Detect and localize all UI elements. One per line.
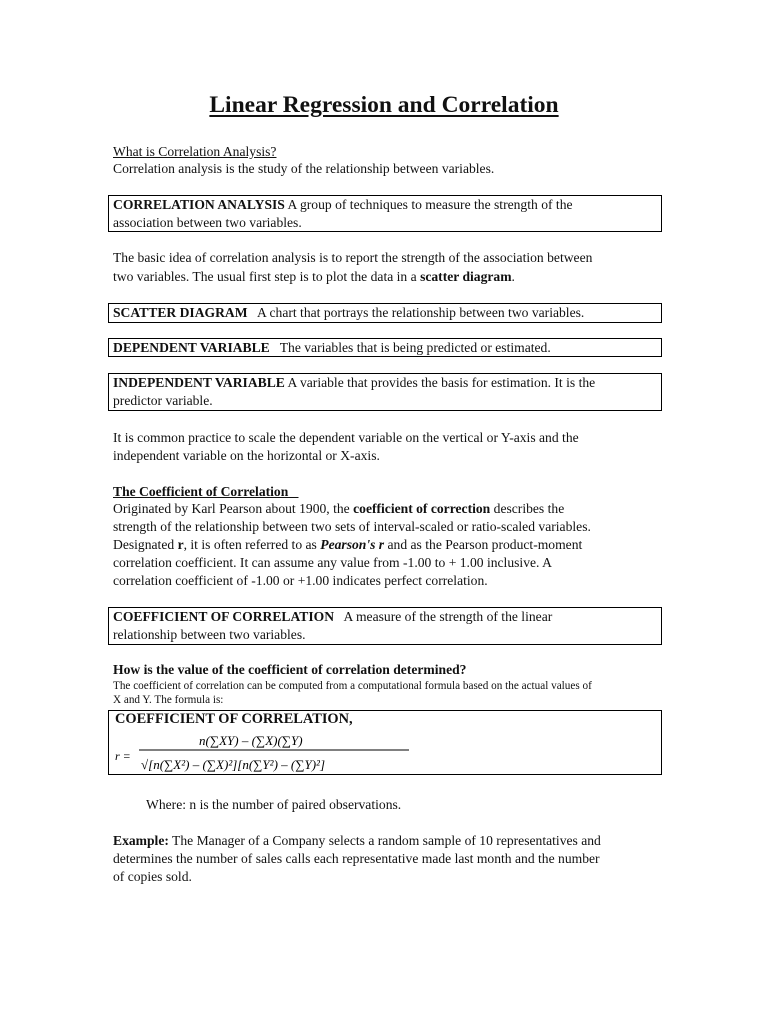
definition-term: COEFFICIENT OF CORRELATION <box>113 609 335 624</box>
basic-idea-line: The basic idea of correlation analysis is to report the strength of the association between <box>113 250 593 265</box>
definition-text: relationship between two variables. <box>113 627 306 642</box>
scale-practice-line: independent variable on the horizontal or X-axis. <box>113 448 380 463</box>
basic-idea-line: two variables. The usual first step is to plot the data in a scatter diagram. <box>113 269 515 284</box>
definition-text: The variables that is being predicted or estimated. <box>269 340 551 355</box>
how-determined-heading: How is the value of the coefficient of correlation determined? <box>113 662 467 677</box>
scale-practice-line: It is common practice to scale the dependent variable on the vertical or Y-axis and the <box>113 430 579 445</box>
coefficient-paragraph-line: correlation coefficient. It can assume any value from -1.00 to + 1.00 inclusive. A <box>113 555 552 570</box>
example-line: Example: The Manager of a Company selects a random sample of 10 representatives and <box>113 833 601 848</box>
what-is-text: Correlation analysis is the study of the relationship between variables. <box>113 161 495 176</box>
definition-text: A measure of the strength of the linear <box>334 609 553 624</box>
definition-term: CORRELATION ANALYSIS <box>113 197 285 212</box>
coefficient-section-heading: The Coefficient of Correlation <box>113 484 299 499</box>
definition-term: SCATTER DIAGRAM <box>113 305 248 320</box>
formula-label: COEFFICIENT OF CORRELATION, <box>115 711 353 727</box>
example-label: Example: <box>113 833 169 848</box>
how-determined-text: X and Y. The formula is: <box>113 694 224 706</box>
definition-text: association between two variables. <box>113 215 302 230</box>
definition-box-dependent-variable <box>108 338 662 357</box>
definition-box-correlation-analysis <box>108 195 662 232</box>
formula-numerator: n(∑XY) – (∑X)(∑Y) <box>199 733 303 748</box>
definition-box-scatter-diagram <box>108 303 662 323</box>
definition-text: A chart that portrays the relationship between two variables. <box>247 305 585 320</box>
correlation-formula <box>109 711 661 774</box>
formula-box <box>108 710 662 775</box>
coefficient-paragraph-line: strength of the relationship between two sets of interval-scaled or ratio-scaled variables. <box>113 519 591 534</box>
example-line: determines the number of sales calls each representative made last month and the number <box>113 851 600 866</box>
definition-text: A variable that provides the basis for estimation. It is the <box>284 375 596 390</box>
example-line: of copies sold. <box>113 869 192 884</box>
what-is-heading: What is Correlation Analysis? <box>113 144 277 159</box>
definition-box-independent-variable <box>108 373 662 411</box>
coefficient-paragraph-line: correlation coefficient of -1.00 or +1.00 indicates perfect correlation. <box>113 573 488 588</box>
how-determined-text: The coefficient of correlation can be computed from a computational formula based on the actual values of <box>113 680 592 692</box>
definition-text: A group of techniques to measure the strength of the <box>284 197 573 212</box>
coefficient-paragraph-line: Designated r, it is often referred to as Pearson's r and as the Pearson product-moment <box>113 537 583 552</box>
page-title: Linear Regression and Correlation <box>209 92 559 118</box>
definition-term: INDEPENDENT VARIABLE <box>113 375 285 390</box>
coefficient-paragraph-line: Originated by Karl Pearson about 1900, the coefficient of correction describes the <box>113 501 565 516</box>
definition-text: predictor variable. <box>113 393 213 408</box>
formula-lhs: r = <box>115 749 131 763</box>
where-note: Where: n is the number of paired observations. <box>146 797 402 812</box>
formula-denominator: √[n(∑X²) – (∑X)²][n(∑Y²) – (∑Y)²] <box>141 757 326 772</box>
definition-box-coefficient-of-correlation <box>108 607 662 645</box>
definition-term: DEPENDENT VARIABLE <box>113 340 270 355</box>
